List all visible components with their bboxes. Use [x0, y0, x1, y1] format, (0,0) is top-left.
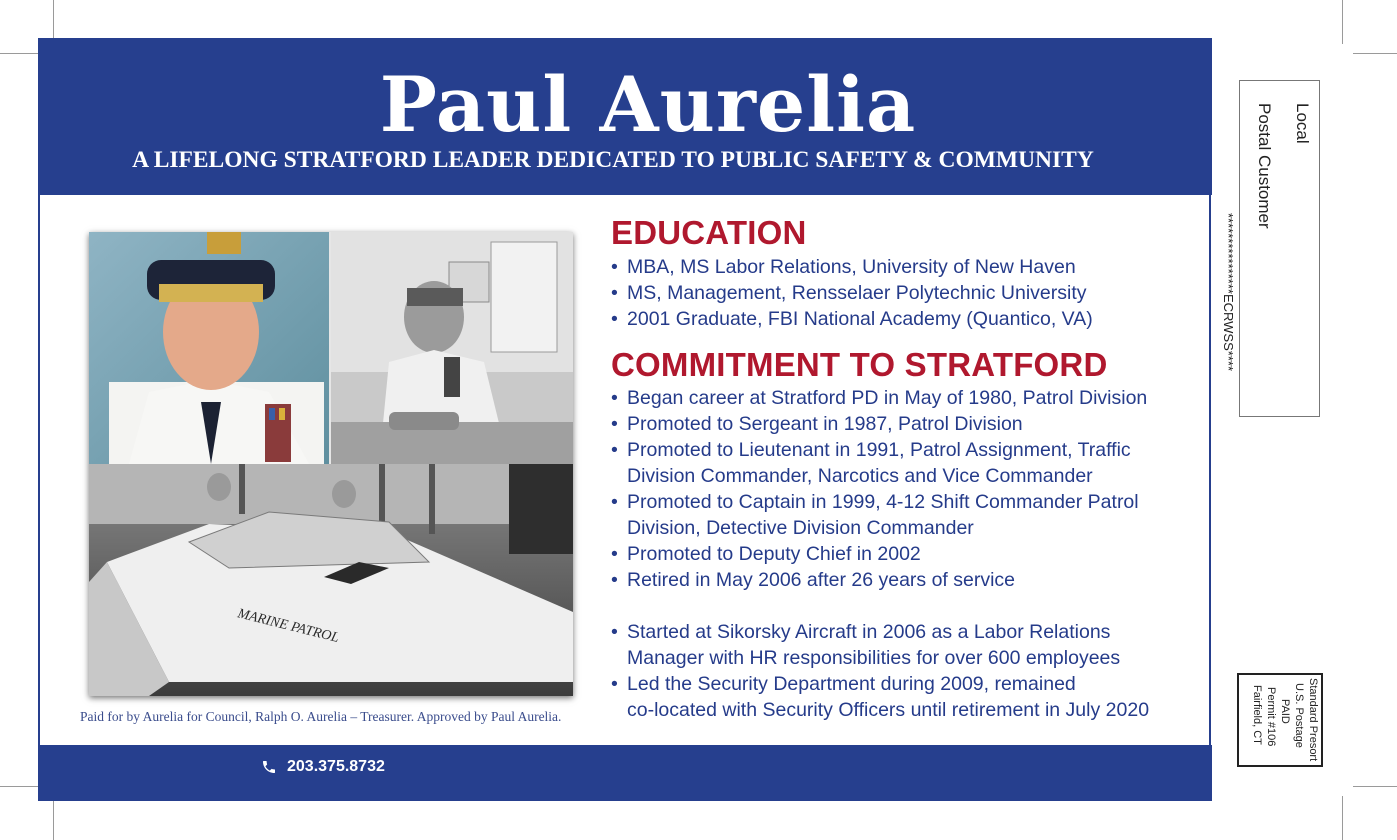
postage-indicia — [1237, 673, 1323, 767]
collage-graphic — [89, 232, 573, 696]
list-item: • Promoted to Lieutenant in 1991, Patrol Assignment, Traffic Division Commander, Narcotics and Vice Commander — [611, 437, 1147, 489]
list-item: • MBA, MS Labor Relations, University of New Haven — [611, 254, 1093, 280]
address-line-customer: Postal Customer — [1255, 103, 1274, 229]
crop-mark — [1353, 53, 1397, 54]
tagline: A LIFELONG STRATFORD LEADER DEDICATED TO PUBLIC SAFETY & COMMUNITY — [132, 147, 1094, 173]
list-item: • MS, Management, Rensselaer Polytechnic University — [611, 280, 1093, 306]
crop-mark — [1353, 786, 1397, 787]
education-heading: EDUCATION — [611, 214, 807, 251]
candidate-name: Paul Aurelia — [379, 60, 917, 149]
list-item: • 2001 Graduate, FBI National Academy (Quantico, VA) — [611, 306, 1093, 332]
paid-for-disclaimer: Paid for by Aurelia for Council, Ralph O. Aurelia – Treasurer. Approved by Paul Aurelia. — [80, 709, 562, 724]
address-line-local: Local — [1293, 103, 1312, 144]
postage-line: Standard Presort — [1307, 678, 1319, 762]
boat-lettering: MARINE PATROL — [236, 606, 341, 647]
crop-mark — [1342, 0, 1343, 44]
list-item: • Retired in May 2006 after 26 years of service — [611, 567, 1147, 593]
postage-line: Permit #106 — [1265, 687, 1277, 747]
list-item: • Led the Security Department during 2009, remained co-located with Security Officers until retirement in July 2020 — [611, 671, 1149, 723]
phone-number: 203.375.8732 — [287, 758, 385, 775]
footer-banner — [38, 745, 1212, 801]
address-block — [1221, 80, 1320, 417]
boat-photo — [89, 464, 573, 696]
phone-contact — [261, 756, 385, 778]
crop-mark — [53, 796, 54, 840]
phone-icon — [261, 759, 277, 775]
ecrwss-code: ****************ECRWSS**** — [1221, 213, 1236, 372]
crop-mark — [1342, 796, 1343, 840]
list-item: • Started at Sikorsky Aircraft in 2006 as a Labor Relations Manager with HR responsibilities for over 600 employees — [611, 619, 1149, 671]
desk-photo — [331, 232, 573, 464]
postage-line: U.S. Postage — [1293, 683, 1305, 748]
commitment-list — [611, 385, 1147, 593]
list-item: • Promoted to Captain in 1999, 4-12 Shift Commander Patrol Division, Detective Division Commander — [611, 489, 1147, 541]
photo-collage — [89, 232, 573, 696]
list-item: • Began career at Stratford PD in May of 1980, Patrol Division — [611, 385, 1147, 411]
career-list — [611, 619, 1149, 723]
commitment-heading: COMMITMENT TO STRATFORD — [611, 346, 1108, 383]
postage-line: PAID — [1279, 699, 1291, 724]
education-list — [611, 254, 1093, 332]
postage-line: Fairfield, CT — [1251, 685, 1263, 745]
list-item: • Promoted to Sergeant in 1987, Patrol Division — [611, 411, 1147, 437]
portrait-photo — [89, 232, 329, 464]
list-item: • Promoted to Deputy Chief in 2002 — [611, 541, 1147, 567]
